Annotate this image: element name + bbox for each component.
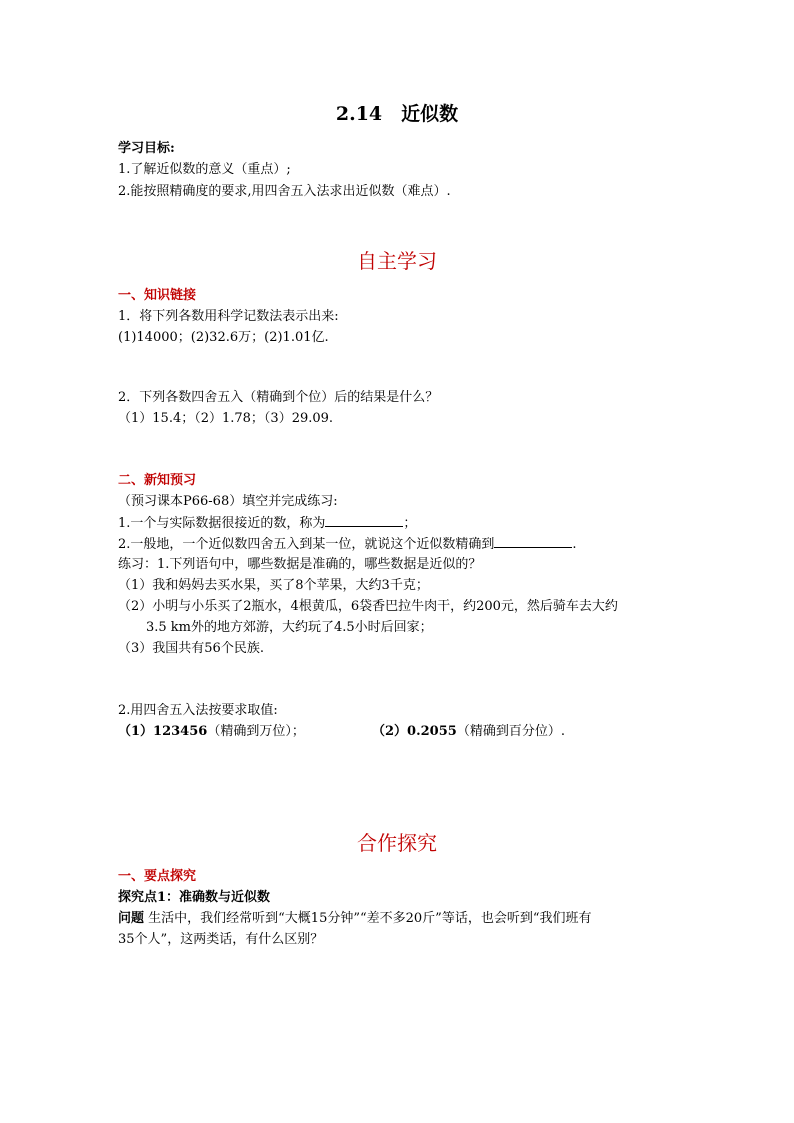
fill-blank-2-end: . xyxy=(572,537,577,552)
preview-heading: 二、新知预习 xyxy=(118,473,197,488)
rounding-item-2-note: （精确到百分位）. xyxy=(456,724,565,739)
fill-blank-1-text: 1.一个与实际数据很接近的数，称为 xyxy=(118,516,326,531)
fill-blank-2-text: 2.一般地，一个近似数四舍五入到某一位，就说这个近似数精确到 xyxy=(118,537,495,552)
rounding-item-2 xyxy=(372,723,565,741)
fill-blank-1-end: ； xyxy=(403,516,417,531)
answer-blank-2[interactable] xyxy=(494,535,572,548)
rounding-question: 2.用四舍五入法按要求取值: xyxy=(118,703,278,718)
fill-blank-2 xyxy=(118,535,577,554)
answer-blank-1[interactable] xyxy=(325,514,403,527)
rounding-item-1-number: （1）123456 xyxy=(118,724,208,739)
knowledge-link-heading: 一、知识链接 xyxy=(118,288,197,303)
rounding-item-2-number: （2）0.2055 xyxy=(372,724,457,739)
rounding-item-1-note: （精确到万位）； xyxy=(207,724,305,739)
question-1-items: (1)14000；(2)32.6万；(2)1.01亿. xyxy=(118,330,329,345)
rounding-item-1 xyxy=(118,723,305,741)
objectives-heading: 学习目标: xyxy=(118,141,175,156)
practice-item-3: （3）我国共有56个民族. xyxy=(118,641,264,656)
question-1: 1．将下列各数用科学记数法表示出来: xyxy=(118,309,339,324)
practice-item-2a: （2）小明与小乐买了2瓶水，4根黄瓜，6袋香巴拉牛肉干，约200元，然后骑车去大约 xyxy=(118,599,618,614)
question-text-a: 生活中，我们经常听到“大概15分钟”“差不多20斤”等话，也会听到“我们班有 xyxy=(144,911,592,926)
key-points-heading: 一、要点探究 xyxy=(118,869,197,884)
page-title: 2.14 近似数 xyxy=(335,103,459,125)
objective-item-2: 2.能按照精确度的要求,用四舍五入法求出近似数（难点）. xyxy=(118,184,451,199)
fill-blank-1 xyxy=(118,514,416,533)
section-self-study: 自主学习 xyxy=(357,249,437,273)
section-cooperative: 合作探究 xyxy=(357,831,437,855)
question-label: 问题 xyxy=(118,911,145,926)
practice-item-2b: 3.5 km外的地方郊游，大约玩了4.5小时后回家； xyxy=(146,620,433,635)
preview-intro: （预习课本P66-68）填空并完成练习: xyxy=(118,494,338,509)
question-2-items: （1）15.4；（2）1.78；（3）29.09. xyxy=(118,411,334,426)
question-line-2: 35个人”，这两类话，有什么区别？ xyxy=(118,932,324,947)
exploration-point-1: 探究点1：准确数与近似数 xyxy=(118,890,271,905)
question-line-1 xyxy=(118,910,591,928)
practice-question: 练习：1.下列语句中，哪些数据是准确的，哪些数据是近似的？ xyxy=(118,557,482,572)
question-2: 2．下列各数四舍五入（精确到个位）后的结果是什么？ xyxy=(118,390,439,405)
practice-item-1: （1）我和妈妈去买水果，买了8个苹果，大约3千克； xyxy=(118,578,429,593)
objective-item-1: 1.了解近似数的意义（重点）; xyxy=(118,162,291,177)
